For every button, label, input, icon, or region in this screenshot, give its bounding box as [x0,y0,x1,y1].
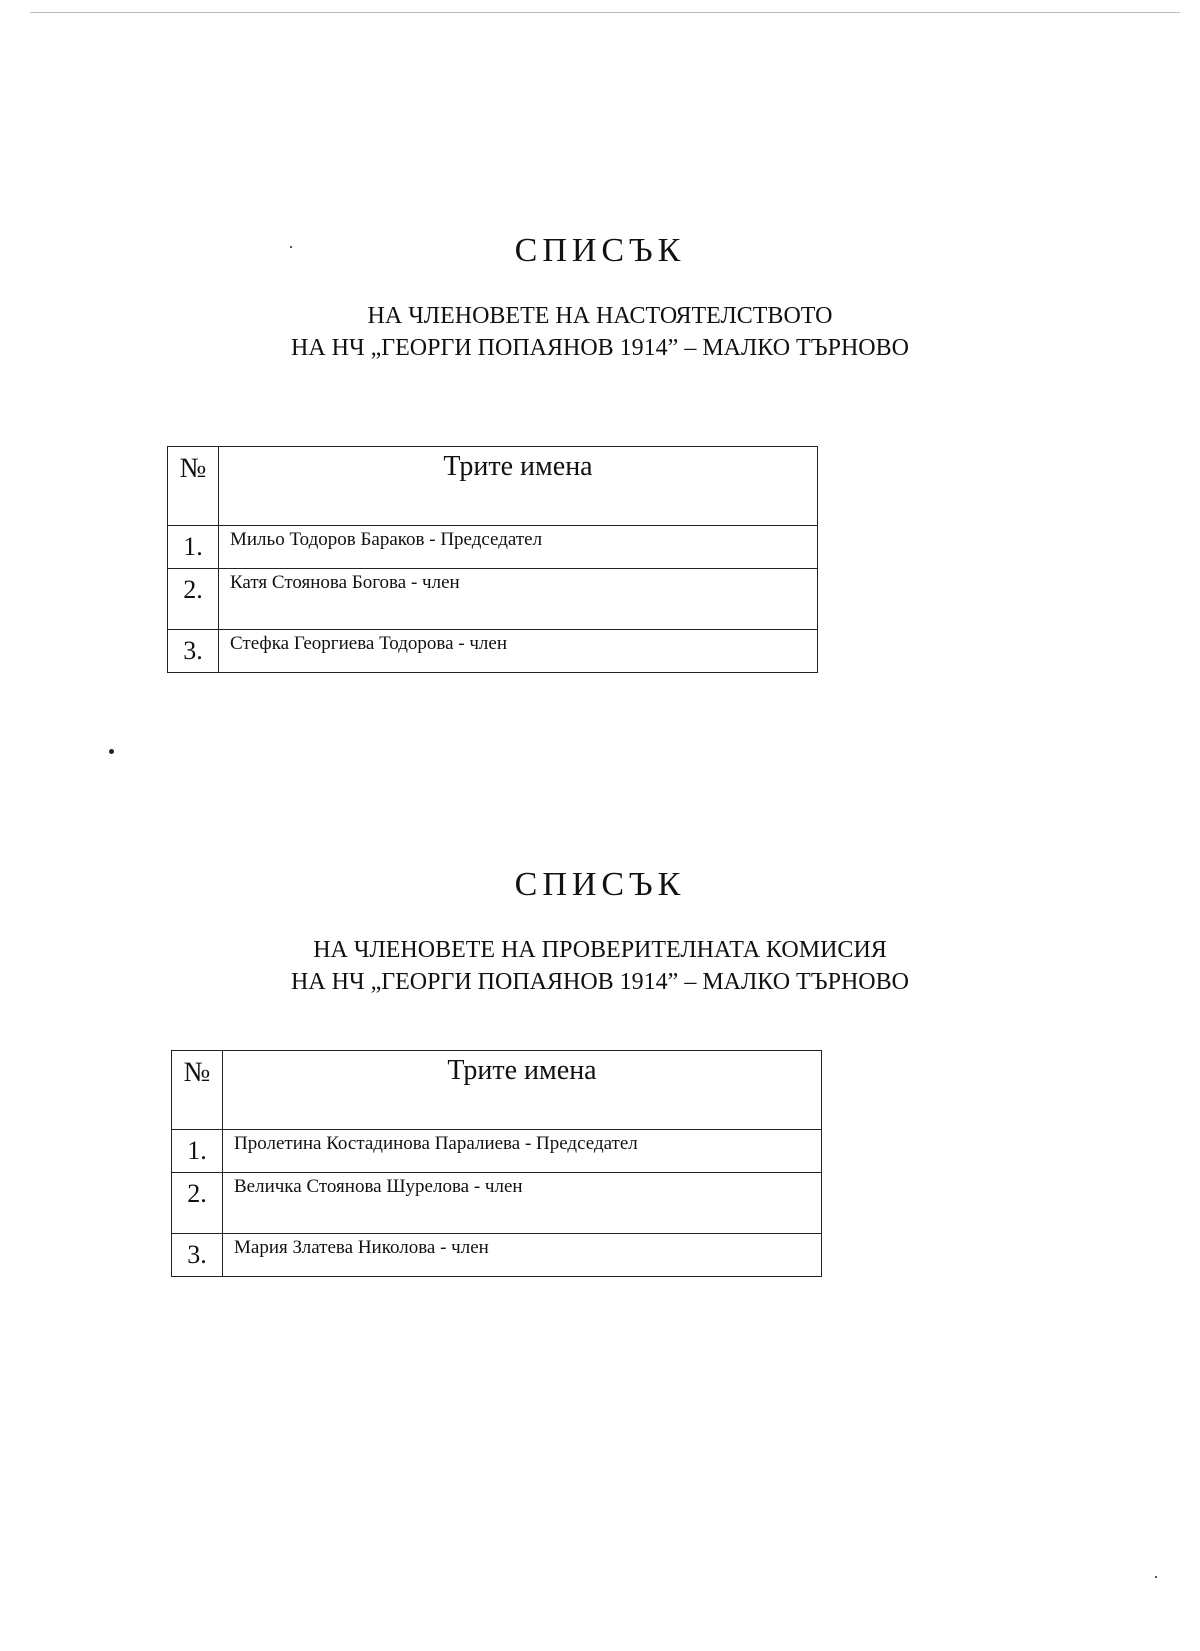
row-name: Катя Стоянова Богова - член [219,569,818,630]
row-number: 1. [172,1130,223,1173]
row-name: Величка Стоянова Шурелова - член [223,1173,822,1234]
scan-speck [109,749,114,754]
list-subtitle-line2: НА НЧ „ГЕОРГИ ПОПАЯНОВ 1914” – МАЛКО ТЪРНОВО [291,335,909,361]
row-name: Стефка Георгиева Тодорова - член [219,630,818,673]
table-row [168,526,818,569]
header-number: № [172,1051,223,1130]
header-names: Трите имена [219,447,818,526]
list-title: СПИСЪК [514,232,686,269]
row-name: Мария Златева Николова - член [223,1234,822,1277]
row-number: 2. [172,1173,223,1234]
header-names: Трите имена [223,1051,822,1130]
table-row [168,569,818,630]
members-table [167,446,818,673]
row-number: 1. [168,526,219,569]
table-header-row [172,1051,822,1130]
list-title: СПИСЪК [514,866,686,903]
list-subtitle-line1: НА ЧЛЕНОВЕТЕ НА ПРОВЕРИТЕЛНАТА КОМИСИЯ [313,937,887,963]
scan-speck [1155,1576,1157,1578]
list-subtitle-line1: НА ЧЛЕНОВЕТЕ НА НАСТОЯТЕЛСТВОТО [367,303,833,329]
row-name: Пролетина Костадинова Паралиева - Председател [223,1130,822,1173]
table-header-row [168,447,818,526]
members-table [171,1050,822,1277]
table-row [172,1173,822,1234]
table-row [172,1130,822,1173]
table-row [172,1234,822,1277]
row-name: Мильо Тодоров Бараков - Председател [219,526,818,569]
scan-edge-line [30,12,1180,13]
table-row [168,630,818,673]
list-subtitle-line2: НА НЧ „ГЕОРГИ ПОПАЯНОВ 1914” – МАЛКО ТЪРНОВО [291,969,909,995]
row-number: 2. [168,569,219,630]
row-number: 3. [168,630,219,673]
row-number: 3. [172,1234,223,1277]
header-number: № [168,447,219,526]
